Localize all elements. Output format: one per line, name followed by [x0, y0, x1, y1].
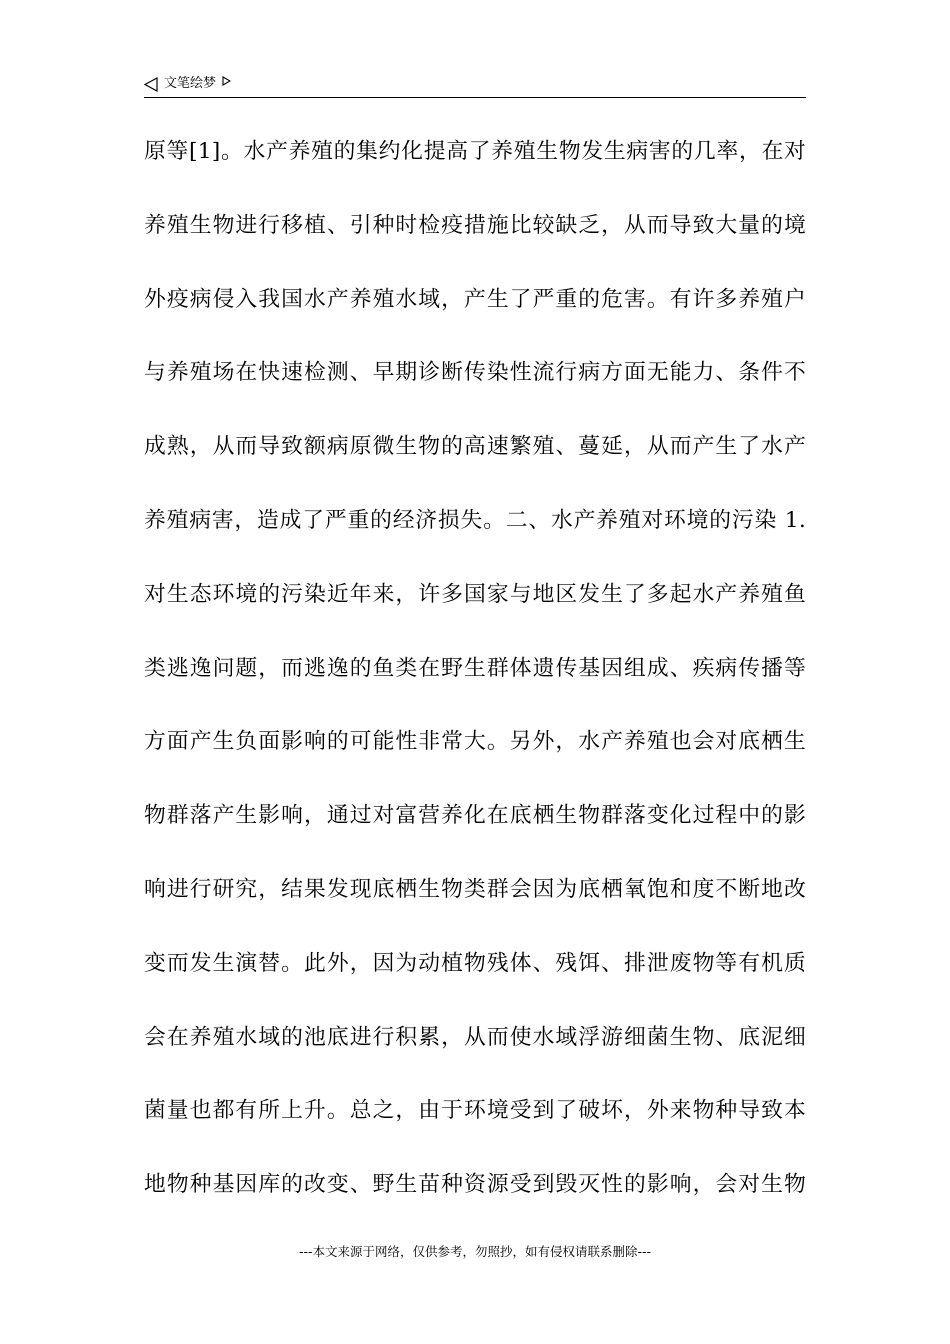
header-title: 文笔绘梦: [164, 76, 217, 91]
body-line: 原等[1]。水产养殖的集约化提高了养殖生物发生病害的几率，在对: [144, 139, 806, 164]
body-line: 菌量也都有所上升。总之，由于环境受到了破坏，外来物种导致本: [144, 1098, 806, 1124]
body-line: 养殖生物进行移植、引种时检疫措施比较缺乏，从而导致大量的境: [144, 212, 806, 238]
body-line: 外疫病侵入我国水产养殖水域，产生了严重的危害。有许多养殖户: [144, 286, 806, 312]
body-line: 与养殖场在快速检测、早期诊断传染性流行病方面无能力、条件不: [144, 360, 806, 386]
triangle-left-icon: [144, 77, 158, 92]
header-brand: [144, 75, 231, 93]
footer-notice: ---本文来源于网络，仅供参考，勿照抄，如有侵权请联系删除---: [298, 1244, 652, 1259]
body-line: 养殖病害，造成了严重的经济损失。二、水产养殖对环境的污染 1.: [144, 507, 806, 533]
body-line: 类逃逸问题，而逃逸的鱼类在野生群体遗传基因组成、疾病传播等: [144, 655, 806, 681]
document-body: [144, 134, 806, 1241]
triangle-right-icon: [222, 76, 231, 86]
body-line: 地物种基因库的改变、野生苗种资源受到毁灭性的影响，会对生物: [144, 1172, 806, 1198]
body-line: 对生态环境的污染近年来，许多国家与地区发生了多起水产养殖鱼: [144, 581, 806, 607]
header-divider: [144, 97, 806, 98]
body-line: 成熟，从而导致额病原微生物的高速繁殖、蔓延，从而产生了水产: [144, 434, 806, 460]
body-line: 物群落产生影响，通过对富营养化在底栖生物群落变化过程中的影: [144, 803, 806, 829]
body-line: 方面产生负面影响的可能性非常大。另外，水产养殖也会对底栖生: [144, 729, 806, 755]
body-line: 变而发生演替。此外，因为动植物残体、残饵、排泄废物等有机质: [144, 950, 806, 976]
page-header: [144, 72, 806, 98]
body-line: 响进行研究，结果发现底栖生物类群会因为底栖氧饱和度不断地改: [144, 876, 806, 902]
body-line: 会在养殖水域的池底进行积累，从而使水域浮游细菌生物、底泥细: [144, 1024, 806, 1050]
